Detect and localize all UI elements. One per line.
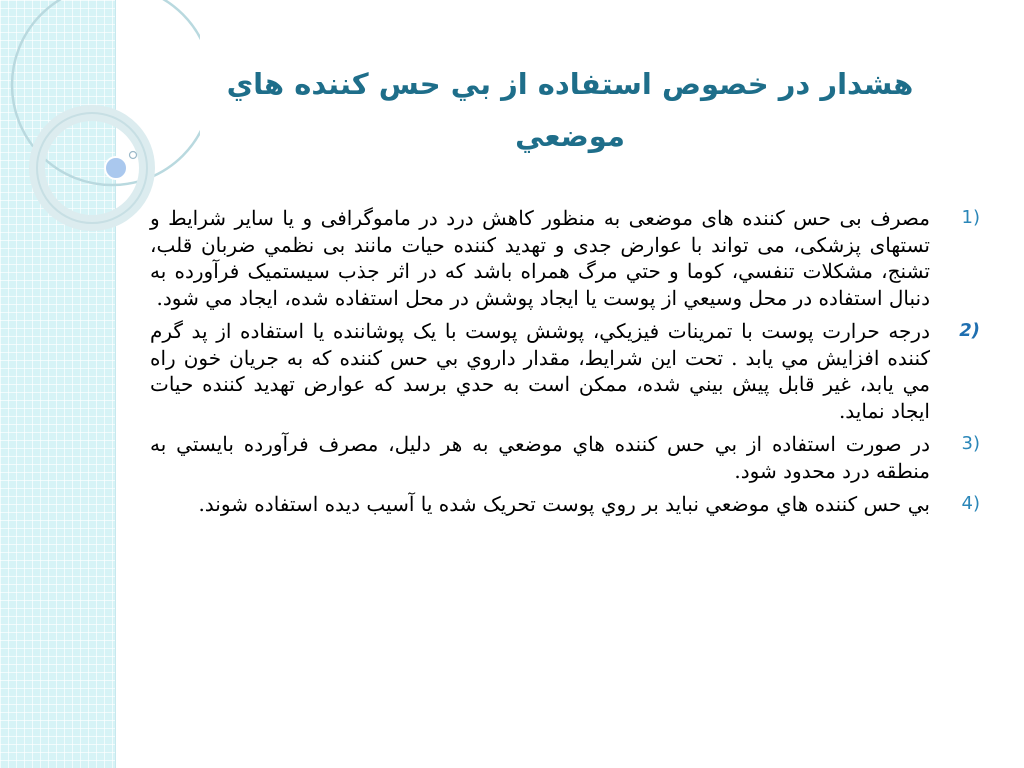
list-item [150,318,980,424]
list-item-number: 2) [959,320,980,341]
blue-dot [105,157,127,179]
list-item [150,205,980,311]
list-item-text: مصرف بی حس کننده های موضعی به منظور کاهش درد در ماموگرافی و یا سایر شرایط و تستهای پزشکی، می تواند با عوارض جدی و تهدید کننده حیات مانند بی نظمي ضربان قلب، تشنج، مشكلات تنفسي، كوما و حتي مرگ همراه باشد كه در اثر جذب سيستميک فرآورده به دنبال استفاده در محل وسيعي از پوست يا ايجاد پوشش در محل استفاده شده، ايجاد مي شود. [150,206,930,310]
small-ring-dot [130,152,137,159]
list-item [150,431,980,484]
list-item-text: درجه حرارت پوست با تمرينات فيزيكي، پوشش پوست با يک پوشاننده يا استفاده از پد گرم كننده افزايش مي يابد . تحت اين شرايط، مقدار داروي بي حس كننده كه به جريان خون راه مي يابد، غير قابل پيش بيني شده، ممكن است به حدي برسد كه عوارض تهديد كننده حيات ايجاد نمايد. [150,319,930,423]
list-item-number: 3) [961,433,980,454]
thick-ring-outline [37,113,147,223]
slide-title: هشدار در خصوص استفاده از بي حس كننده هاي موضعي [226,67,914,153]
list-item-number: 4) [961,493,980,514]
list-item [150,491,980,518]
list-item-text: بي حس كننده هاي موضعي نبايد بر روي پوست تحريک شده يا آسيب ديده استفاده شوند. [198,492,930,516]
list-item-number: 1) [961,207,980,228]
numbered-list [150,205,980,525]
list-item-text: در صورت استفاده از بي حس كننده هاي موضعي به هر دليل، مصرف فرآورده بايستي به منطقه درد محدود شود. [150,432,930,483]
